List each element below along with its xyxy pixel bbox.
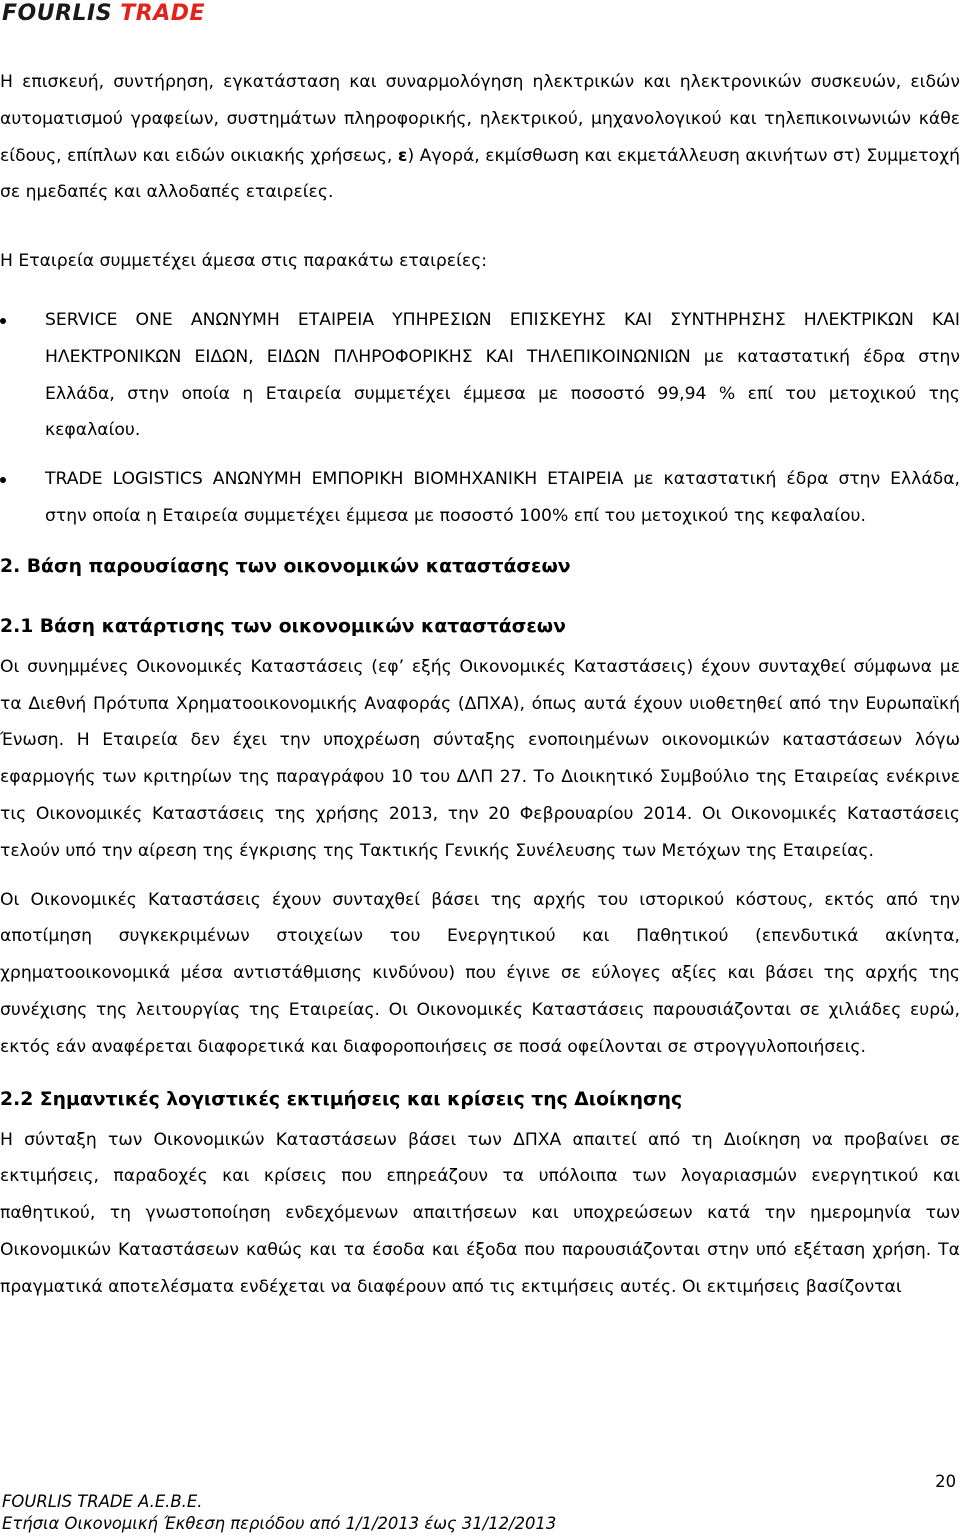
list-item bbox=[0, 302, 960, 449]
subsidiary-text: TRADE LOGISTICS ΑΝΩΝΥΜΗ ΕΜΠΟΡΙΚΗ ΒΙΟΜΗΧΑΝΙΚΗ ΕΤΑΙΡΕΙΑ με καταστατική έδρα στην Ελλάδα, στην οποία η Εταιρεία συμμετέχει έμμεσα με ποσοστό 100% επί του μετοχικού της κεφαλαίου. bbox=[45, 469, 960, 526]
section-2-1-heading: 2.1 Βάση κατάρτισης των οικονομικών καταστάσεων bbox=[0, 615, 566, 637]
section-2-2-heading: 2.2 Σημαντικές λογιστικές εκτιμήσεις και κρίσεις της Διοίκησης bbox=[0, 1088, 683, 1110]
footer bbox=[2, 1491, 556, 1535]
logo-word-fourlis: FOURLIS bbox=[2, 1, 113, 26]
page-number: 20 bbox=[935, 1472, 956, 1491]
list-item bbox=[0, 461, 960, 535]
section-2-1-paragraph-1: Οι συνημμένες Οικονομικές Καταστάσεις (εφ’ εξής Οικονομικές Καταστάσεις) έχουν συνταχθεί σύμφωνα με τα Διεθνή Πρότυπα Χρηματοοικονομικής Αναφοράς (ΔΠΧΑ), όπως αυτά έχουν υιοθετηθεί από την Ευρωπαϊκή Ένωση. Η Εταιρεία δεν έχει την υποχρέωση σύνταξης ενοποιημένων οικονομικών καταστάσεων λόγω εφαρμογής των κριτηρίων της παραγράφου 10 του ΔΛΠ 27. Το Διοικητικό Συμβούλιο της Εταιρείας ενέκρινε τις Οικονομικές Καταστάσεις της χρήσης 2013, την 20 Φεβρουαρίου 2014. Οι Οικονομικές Καταστάσεις τελούν υπό την αίρεση της έγκρισης της Τακτικής Γενικής Συνέλευσης των Μετόχων της Εταιρείας. bbox=[0, 656, 960, 861]
participation-intro: Η Εταιρεία συμμετέχει άμεσα στις παρακάτω εταιρείες: bbox=[0, 251, 488, 272]
footer-company: FOURLIS TRADE A.E.B.E. bbox=[2, 1492, 203, 1511]
intro-text-a: Η επισκευή, συντήρηση, εγκατάσταση και συναρμολόγηση ηλεκτρικών και ηλεκτρονικών συσκευών, ειδών αυτοματισμού γραφείων, συστημάτων πληροφορικής, ηλεκτρικού, μηχανολογικού και τηλεπικοινωνιών κάθε είδους, επίπλων και ειδών οικιακής χρήσεως, bbox=[0, 72, 960, 166]
section-2-2-paragraph-1: Η σύνταξη των Οικονομικών Καταστάσεων βάσει των ΔΠΧΑ απαιτεί από τη Διοίκηση να προβαίνει σε εκτιμήσεις, παραδοχές και κρίσεις που επηρεάζουν τα υπόλοιπα των λογαριασμών ενεργητικού και παθητικού, τη γνωστοποίηση ενδεχόμενων απαιτήσεων και υποχρεώσεων κατά την ημερομηνία των Οικονομικών Καταστάσεων καθώς και τα έσοδα και έξοδα που παρουσιάζονται στην υπό εξέταση χρήση. Τα πραγματικά αποτελέσματα ενδέχεται να διαφέρουν από τις εκτιμήσεις αυτές. Οι εκτιμήσεις βασίζονται bbox=[0, 1129, 960, 1297]
bullet-icon bbox=[0, 318, 6, 324]
bullet-icon bbox=[0, 477, 6, 483]
document-body bbox=[0, 64, 960, 1306]
section-2-heading: 2. Βάση παρουσίασης των οικονομικών καταστάσεων bbox=[0, 555, 571, 577]
subsidiaries-list bbox=[0, 302, 960, 535]
intro-text-b: ) Αγορά, εκμίσθωση και εκμετάλλευση ακινήτων στ) Συμμετοχή σε ημεδαπές και αλλοδαπές εταιρείες. bbox=[0, 145, 960, 203]
company-logo bbox=[2, 0, 205, 28]
footer-report-title: Ετήσια Οικονομική Έκθεση περιόδου από 1/1/2013 έως 31/12/2013 bbox=[2, 1514, 557, 1533]
subsidiary-text: SERVICE ONE ΑΝΩΝΥΜΗ ΕΤΑΙΡΕΙΑ ΥΠΗΡΕΣΙΩΝ ΕΠΙΣΚΕΥΗΣ ΚΑΙ ΣΥΝΤΗΡΗΣΗΣ ΗΛΕΚΤΡΙΚΩΝ ΚΑΙ ΗΛΕΚΤΡΟΝΙΚΩΝ ΕΙΔΩΝ, ΕΙΔΩΝ ΠΛΗΡΟΦΟΡΙΚΗΣ ΚΑΙ ΤΗΛΕΠΙΚΟΙΝΩΝΙΩΝ με καταστατική έδρα στην Ελλάδα, στην οποία η Εταιρεία συμμετέχει έμμεσα με ποσοστό 99,94 % επί του μετοχικού της κεφαλαίου. bbox=[45, 309, 960, 441]
section-2-1-paragraph-2: Οι Οικονομικές Καταστάσεις έχουν συνταχθεί βάσει της αρχής του ιστορικού κόστους, εκτός από την αποτίμηση συγκεκριμένων στοιχείων του Ενεργητικού και Παθητικού (επενδυτικά ακίνητα, χρηματοοικονομικά μέσα αντιστάθμισης κινδύνου) που έγινε σε εύλογες αξίες και βάσει της αρχής της συνέχισης της λειτουργίας της Εταιρείας. Οι Οικονομικές Καταστάσεις παρουσιάζονται σε χιλιάδες ευρώ, εκτός εάν αναφέρεται διαφορετικά και διαφοροποιήσεις σε ποσά οφείλονται σε στρογγυλοποιήσεις. bbox=[0, 889, 960, 1057]
intro-paragraph bbox=[0, 64, 960, 211]
intro-bold-letter: ε bbox=[397, 145, 408, 166]
logo-word-trade: TRADE bbox=[120, 1, 206, 26]
